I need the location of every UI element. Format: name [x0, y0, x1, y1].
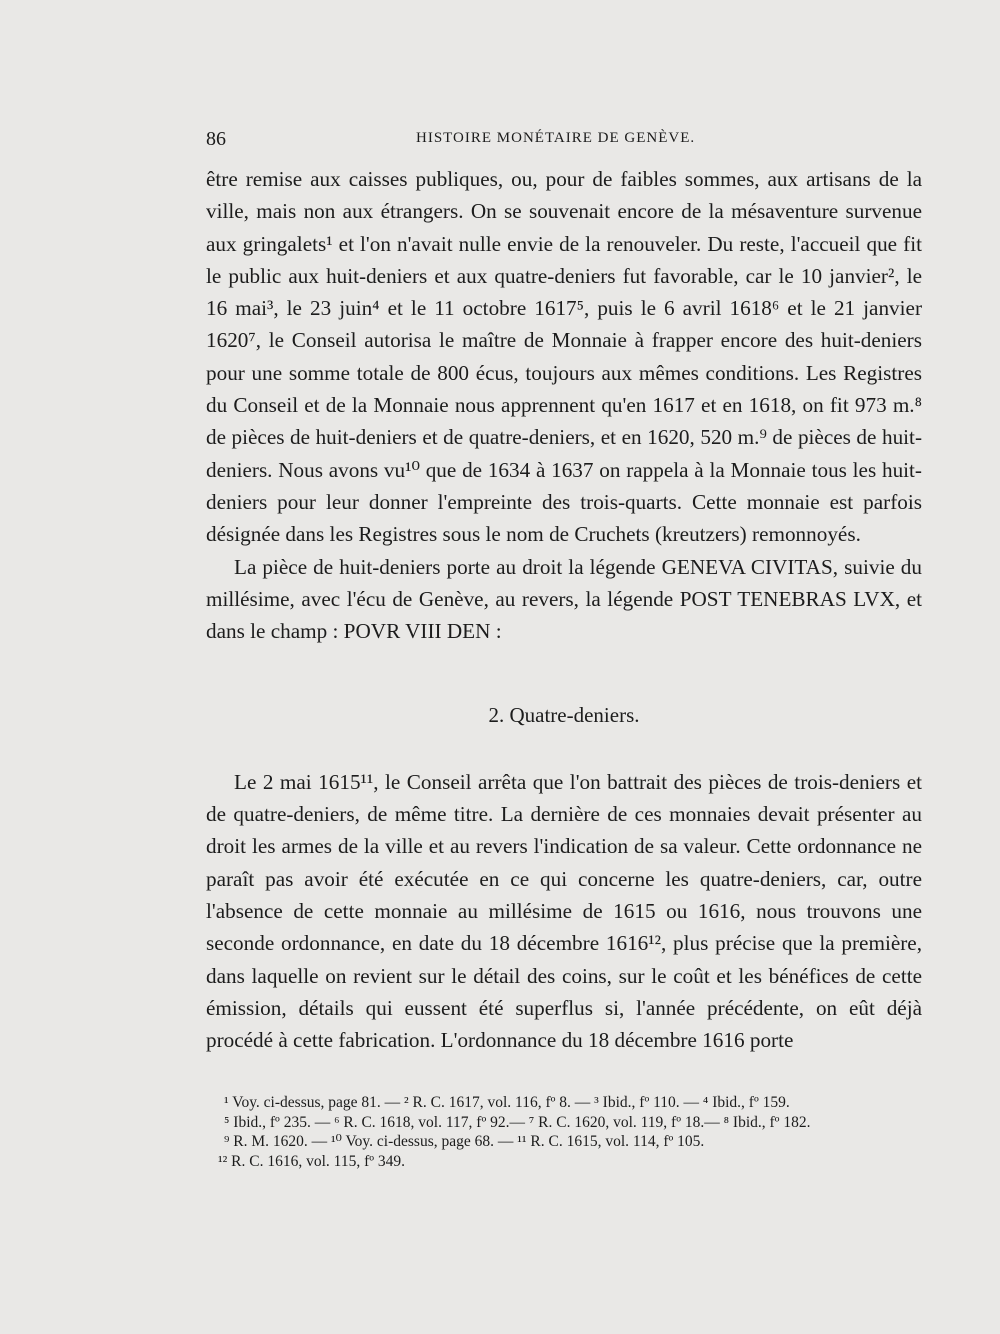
page-number: 86 — [206, 128, 226, 150]
section-heading: 2. Quatre-deniers. — [488, 703, 640, 728]
footnote-line: ⁹ R. M. 1620. — ¹⁰ Voy. ci-dessus, page 68. — ¹¹ R. C. 1615, vol. 114, fº 105. — [224, 1133, 705, 1150]
paragraph: La pièce de huit-deniers porte au droit la légende GENEVA CIVITAS, suivie du millésime, avec l'écu de Genève, au revers, la légende POST TENEBRAS LVX, et dans le champ : POVR VIII DEN : — [206, 554, 922, 644]
body-text — [206, 163, 922, 1056]
page-header — [206, 128, 922, 156]
paragraph: Le 2 mai 1615¹¹, le Conseil arrêta que l'on battrait des pièces de trois-deniers et de quatre-deniers, de même titre. La dernière de ces monnaies devait présenter au droit les armes de la ville et au revers l'indication de sa valeur. Cette ordonnance ne paraît pas avoir été exécutée en ce qui concerne les quatre-deniers, car, outre l'absence de cette monnaie au millésime de 1615 ou 1616, nous trouvons une seconde ordonnance, en date du 18 décembre 1616¹², plus précise que la première, dans laquelle on revient sur le détail des coins, sur le coût et les bénéfices de cette émission, détails qui eussent été superflus si, l'année précédente, on eût déjà procédé à cette fabrication. L'ordonnance du 18 décembre 1616 porte — [206, 769, 922, 1053]
footnote-line: ¹ Voy. ci-dessus, page 81. — ² R. C. 1617, vol. 116, fº 8. — ³ Ibid., fº 110. — ⁴ Ibid., fº 159. — [224, 1094, 790, 1111]
footnote-line: ⁵ Ibid., fº 235. — ⁶ R. C. 1618, vol. 117, fº 92.— ⁷ R. C. 1620, vol. 119, fº 18.— ⁸ Ibid., fº 182. — [224, 1113, 811, 1131]
running-title: HISTOIRE MONÉTAIRE DE GENÈVE. — [416, 130, 696, 146]
footnote-line: ¹² R. C. 1616, vol. 115, fº 349. — [218, 1152, 406, 1170]
paragraph: être remise aux caisses publiques, ou, pour de faibles sommes, aux artisans de la ville, mais non aux étrangers. On se souvenait encore de la mésaventure survenue aux gringalets¹ et l'on n'avait nulle envie de la renouveler. Du reste, l'accueil que fit le public aux huit-deniers et aux quatre-deniers fut favorable, car le 10 janvier², le 16 mai³, le 23 juin⁴ et le 11 octobre 1617⁵, puis le 6 avril 1618⁶ et le 21 janvier 1620⁷, le Conseil autorisa le maître de Monnaie à frapper encore des huit-deniers pour une somme totale de 800 écus, toujours aux mêmes conditions. Les Registres du Conseil et de la Monnaie nous apprennent qu'en 1617 et en 1618, on fit 973 m.⁸ de pièces de huit-deniers et de quatre-deniers, et en 1620, 520 m.⁹ de pièces de huit-deniers. Nous avons vu¹⁰ que de 1634 à 1637 on rappela à la Monnaie tous les huit-deniers pour leur donner l'empreinte des trois-quarts. Cette monnaie est parfois désignée dans les Registres sous le nom de Cruchets (kreutzers) remonnoyés. — [206, 167, 922, 547]
footnotes — [206, 1093, 922, 1171]
